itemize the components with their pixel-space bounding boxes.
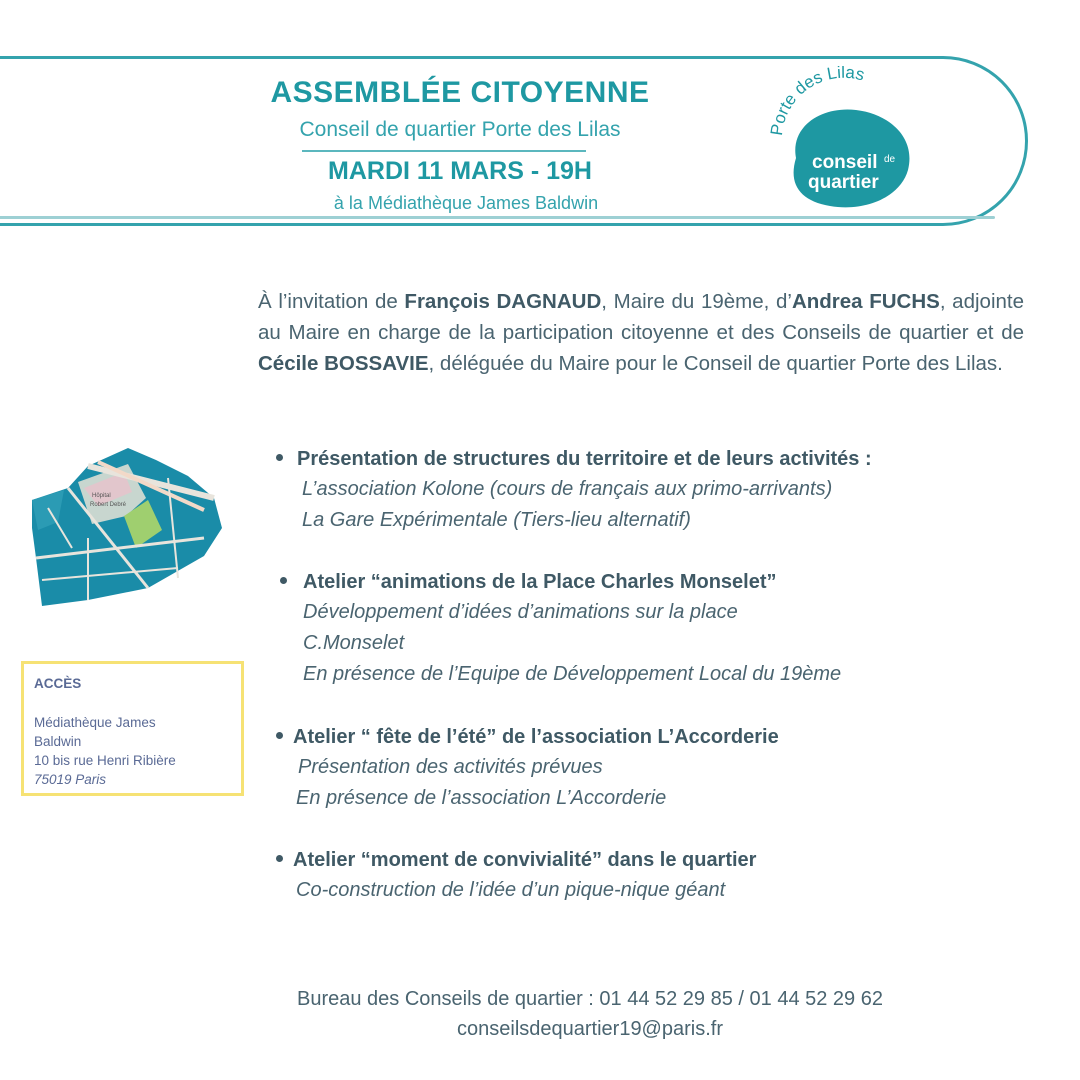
mayor-name: François DAGNAUD: [404, 290, 602, 313]
agenda-item-presentation: [276, 444, 1036, 536]
agenda-item-monselet: [276, 567, 1036, 690]
agenda-item-title: Présentation de structures du territoire et de leurs activités :: [297, 448, 872, 470]
agenda-item-title: Atelier “moment de convivialité” dans le quartier: [293, 849, 757, 871]
agenda-item-detail: La Gare Expérimentale (Tiers-lieu alternatif): [302, 509, 691, 531]
agenda-item-title: Atelier “ fête de l’été” de l’association L’Accorderie: [293, 726, 779, 748]
intro-text: , adjointe au Maire en charge de la participation citoyenne et des Conseils de quartier et de: [258, 290, 1024, 344]
intro-text: À l’invitation de: [258, 290, 405, 313]
agenda-item-detail: En présence de l’Equipe de Développement Local du 19ème: [303, 663, 842, 685]
agenda-item-detail: Présentation des activités prévues: [298, 756, 603, 778]
agenda-item-convivialite: [276, 845, 1036, 906]
logo-word-de: de: [884, 154, 896, 165]
agenda-item-detail: L’association Kolone (cours de français aux primo-arrivants): [302, 478, 833, 500]
logo-arc-text: Porte des Lilas: [766, 66, 867, 137]
agenda-item-detail: Co-construction de l’idée d’un pique-nique géant: [296, 879, 726, 901]
deputy-name: Andrea FUCHS: [791, 290, 940, 313]
logo-word-conseil: conseil: [812, 152, 878, 173]
bullet-icon: [276, 732, 283, 739]
access-title: ACCÈS: [34, 676, 82, 691]
event-title: ASSEMBLÉE CITOYENNE: [270, 76, 650, 109]
intro-text: , Maire du 19ème, d’: [601, 290, 792, 313]
agenda-item-detail: En présence de l’association L’Accorderie: [296, 787, 667, 809]
agenda-item-detail: Développement d’idées d’animations sur la place: [303, 601, 738, 623]
delegate-name: Cécile BOSSAVIE: [258, 352, 429, 375]
agenda-item-title: Atelier “animations de la Place Charles Monselet”: [303, 571, 777, 593]
intro-paragraph: [258, 286, 1024, 379]
logo-word-quartier: quartier: [808, 172, 879, 193]
access-box: [21, 661, 244, 796]
conseil-de-quartier-logo: [760, 66, 920, 216]
neighborhood-map: [28, 438, 224, 608]
intro-text: , déléguée du Maire pour le Conseil de quartier Porte des Lilas.: [428, 352, 1003, 375]
header-divider: [302, 150, 586, 152]
bullet-icon: [276, 855, 283, 862]
footer-phones: Bureau des Conseils de quartier : 01 44 52 29 85 / 01 44 52 29 62: [297, 988, 883, 1010]
access-street: 10 bis rue Henri Ribière: [34, 753, 176, 768]
map-label: Hôpital: [92, 493, 111, 499]
access-venue: Baldwin: [34, 734, 82, 749]
agenda-item-fete-ete: [276, 722, 1036, 814]
access-venue: Médiathèque James: [34, 715, 156, 730]
footer-email[interactable]: conseilsdequartier19@paris.fr: [457, 1018, 723, 1040]
map-label: Robert Debré: [90, 502, 127, 508]
access-city: 75019 Paris: [34, 772, 107, 787]
event-date: MARDI 11 MARS - 19H: [328, 157, 592, 185]
bullet-icon: [276, 454, 283, 461]
agenda-item-detail: C.Monselet: [303, 632, 405, 654]
event-subtitle: Conseil de quartier Porte des Lilas: [299, 118, 621, 141]
bullet-icon: [280, 577, 287, 584]
event-place: à la Médiathèque James Baldwin: [333, 193, 599, 213]
